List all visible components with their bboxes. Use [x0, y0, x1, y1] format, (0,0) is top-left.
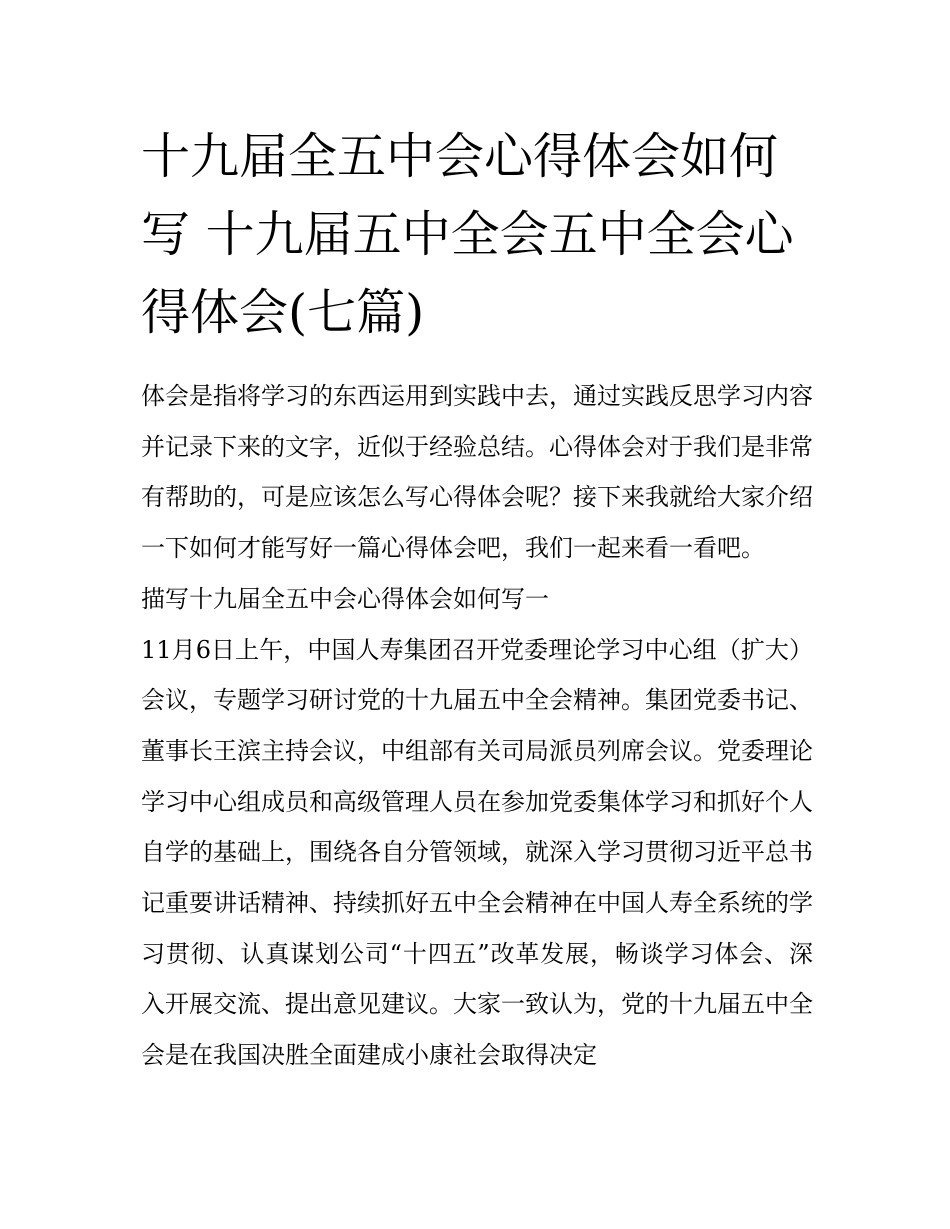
- body-paragraph: 11月6日上午，中国人寿集团召开党委理论学习中心组（扩大）会议，专题学习研讨党的十九届五中全会精神。集团党委书记、董事长王滨主持会议，中组部有关司局派员列席会议。党委理论学习中心组成员和高级管理人员在参加党委集体学习和抓好个人自学的基础上，围绕各自分管领域，就深入学习贯彻习近平总书记重要讲话精神、持续抓好五中全会精神在中国人寿全系统的学习贯彻、认真谋划公司“十四五”改革发展，畅谈学习体会、深入开展交流、提出意见建议。大家一致认为，党的十九届五中全会是在我国决胜全面建成小康社会取得决定: [141, 635, 813, 1070]
- document-title: 十九届全五中会心得体会如何写 十九届五中全会五中全会心得体会(七篇): [141, 128, 794, 341]
- document-page: [141, 118, 813, 1081]
- section-heading: 描写十九届全五中会心得体会如何写一: [141, 584, 549, 613]
- intro-paragraph: 体会是指将学习的东西运用到实践中去，通过实践反思学习内容并记录下来的文字，近似于经验总结。心得体会对于我们是非常有帮助的，可是应该怎么写心得体会呢？接下来我就给大家介绍一下如何才能写好一篇心得体会吧，我们一起来看一看吧。: [141, 382, 813, 563]
